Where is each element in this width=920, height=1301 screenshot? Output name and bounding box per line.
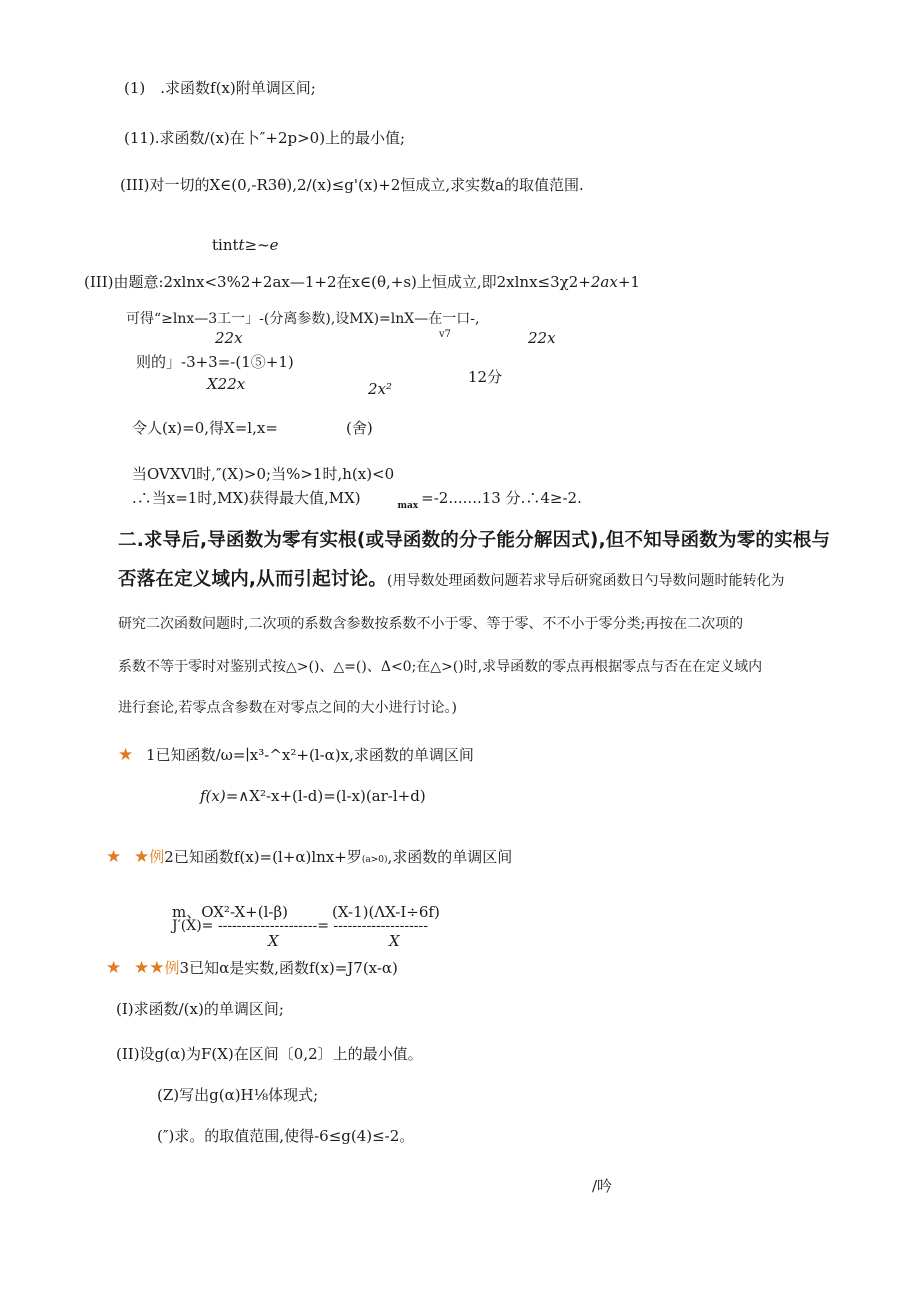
question-3: (III)对一切的X∈(0,-R3θ),2/(x)≤g'(x)+2恒成立,求实数a的取值范围. — [120, 176, 584, 194]
example-2-tail: ,求函数的单调区间 — [387, 848, 513, 866]
question-2: (11).求函数/(x)在卜″+2p>0)上的最小值; — [124, 129, 406, 147]
example-2-denominator-2: X — [389, 932, 400, 950]
star-icon: ★★ — [134, 958, 165, 978]
fraction-2x2: 2x² — [368, 380, 393, 398]
tint-text: tint — [212, 236, 239, 254]
example-1 — [118, 745, 474, 765]
example-3-part-2: (II)设g(α)为F(X)在区间〔0,2〕上的最小值。 — [116, 1045, 423, 1063]
therefore-text-a: .∴当x=1时,MX)获得最大值,MX) — [132, 489, 361, 507]
discard-note: (舍) — [346, 419, 373, 437]
section-heading-2: 二.求导后,导函数为零有实根(或导函数的分子能分解因式),但不知导函数为零的实根与 — [118, 530, 831, 551]
derive-v7: v7 — [439, 329, 452, 340]
method-paragraph-2: 研究二次函数问题时,二次项的系数含参数按系数不小于零、等于零、不不小于零分类;再按在二次项的 — [118, 616, 744, 632]
example-3-part-2a: (Z)写出g(α)H⅛体现式; — [157, 1086, 319, 1104]
example-1-derivative-expr: =∧X²-x+(l-d)=(l-x)(ar-l+d) — [225, 787, 426, 805]
when-line: 当OVXVl时,″(X)>0;当%>1时,h(x)<0 — [132, 465, 395, 483]
example-2-text: 2已知函数f(x)=(l+α)lnx+罗 — [164, 848, 362, 866]
score-12: 12分 — [468, 368, 503, 386]
example-1-text: 1已知函数/ω=∣x³-^x²+(l-α)x,求函数的单调区间 — [146, 746, 474, 764]
solution-text-b: 2ax — [590, 273, 618, 291]
let-line: 令人(x)=0,得X=l,x= — [132, 419, 278, 437]
section-heading-2-cont — [118, 569, 785, 591]
tint-expr: t≥~e — [238, 236, 279, 254]
example-2 — [106, 847, 512, 867]
example-3-part-1: (I)求函数/(x)的单调区间; — [116, 1000, 284, 1018]
example-3-text: 3已知α是实数,函数f(x)=J7(x-α) — [179, 959, 398, 977]
tint-line — [212, 236, 279, 254]
star-icon: ★ — [106, 847, 122, 867]
example-2-label: 例 — [149, 848, 165, 866]
example-1-derivative — [200, 787, 426, 805]
max-subscript: max — [397, 501, 419, 511]
fraction-22x-a: 22x — [215, 329, 243, 347]
example-2-fraction-line: J′(X)= ---------------------= -------------------- — [172, 918, 428, 934]
question-1: (1) .求函数f(x)附单调区间; — [124, 79, 316, 97]
then-line: 则的」-3+3=-(1⑤+1) — [136, 353, 294, 371]
therefore-text-b: =-2.......13 分.∴4≥-2. — [421, 489, 582, 507]
example-3-label: 例 — [164, 959, 180, 977]
example-3 — [106, 958, 398, 978]
solution-text-c: +1 — [617, 273, 640, 291]
method-paragraph-3: 系数不等于零时对鉴别式按△>()、△=()、Δ<0;在△>()时,求导函数的零点再根据零点与否在在定义域内 — [118, 659, 763, 675]
section-heading-2-tail: 否落在定义域内,从而引起讨论。 — [118, 569, 388, 590]
fraction-22x-b: 22x — [528, 329, 556, 347]
example-3-part-2b: (″)求。的取值范围,使得-6≤g(4)≤-2。 — [157, 1127, 415, 1145]
example-2-denominator-1: X — [268, 932, 279, 950]
example-1-fx: f(x) — [200, 787, 226, 805]
example-2-subscript: (a>0) — [361, 855, 388, 865]
star-icon: ★ — [118, 745, 134, 765]
solution-line — [84, 273, 640, 291]
therefore-line — [132, 489, 582, 511]
solution-text-a: (III)由题意:2xlnx<3%2+2ax—1+2在x∈(θ,+s)上恒成立,即2xlnx≤3χ2+ — [84, 273, 591, 291]
method-paragraph-1: (用导数处理函数问题若求导后研窕函数日勺导数问题时能转化为 — [387, 573, 785, 589]
star-icon: ★ — [106, 958, 122, 978]
fraction-x22x: X22x — [207, 375, 246, 393]
example-2-numerator-2: (X-1)(ΛX-I÷6f) — [332, 903, 440, 921]
star-icon: ★ — [134, 847, 150, 867]
derive-line: 可得“≥lnx—3工一」-(分离参数),设MX)=lnX—在一口-, — [126, 311, 480, 327]
page-footer: /吟 — [592, 1177, 613, 1195]
example-2-numerator-1: m、OX²-X+(l-β) — [172, 903, 288, 921]
method-paragraph-4: 进行套论,若零点含参数在对零点之间的大小进行讨论。) — [118, 700, 457, 716]
